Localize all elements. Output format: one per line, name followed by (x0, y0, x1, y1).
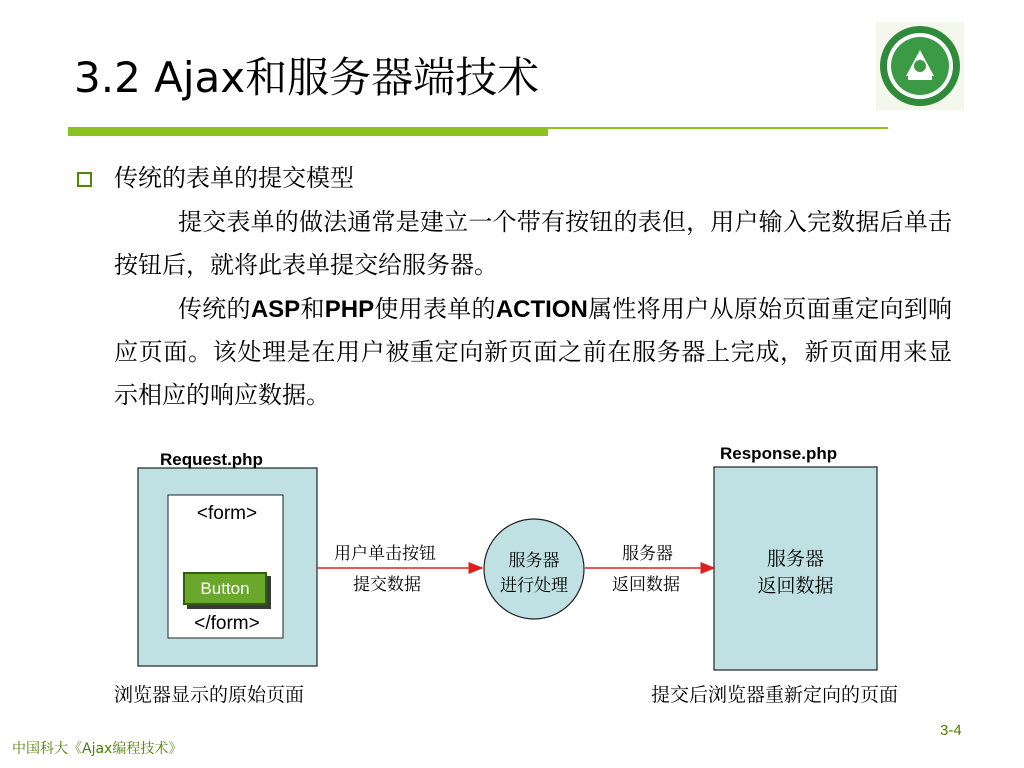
slide-title: 3.2 Ajax和服务器端技术 (74, 53, 540, 102)
para2-text: 传统的 (178, 295, 251, 323)
para2-text: 使用表单的 (374, 295, 496, 323)
page-number: 3-4 (940, 722, 962, 739)
server-label: 服务器 (508, 551, 560, 571)
request-php-label: Request.php (160, 450, 263, 469)
footer-course-title: 中国科大《Ajax编程技术》 (12, 741, 183, 757)
caption-original-page: 浏览器显示的原始页面 (114, 684, 305, 706)
submit-button[interactable]: Button (183, 572, 267, 605)
para2-action: ACTION (495, 296, 588, 323)
bullet-heading: 传统的表单的提交模型 (114, 164, 354, 192)
para2-php: PHP (324, 296, 375, 323)
server-label: 进行处理 (500, 576, 568, 596)
paragraph-form-submit: 提交表单的做法通常是建立一个带有按钮的表但，用户输入完数据后单击按钮后，就将此表单提交给服务器。 (114, 208, 952, 279)
arrow-return-label: 返回数据 (612, 575, 680, 595)
response-panel-label: 返回数据 (757, 575, 834, 597)
para2-text: 和 (300, 295, 325, 323)
form-close-tag: </form> (194, 613, 260, 634)
arrow-submit-label: 用户单击按钮 (334, 544, 436, 564)
response-php-label: Response.php (720, 444, 838, 463)
para2-asp: ASP (250, 296, 301, 323)
caption-redirected-page: 提交后浏览器重新定向的页面 (651, 684, 899, 706)
form-open-tag: <form> (196, 503, 258, 524)
arrow-return-label: 服务器 (622, 544, 673, 564)
para2-text: 属性将用户从原始页面重定向到响应页面。该处理是在用户被重定向新页面之前在服务器上完成，新页面用来显示相应的响应数据。 (114, 295, 953, 409)
arrow-submit-label: 提交数据 (353, 575, 421, 595)
response-panel-label: 服务器 (766, 548, 824, 570)
